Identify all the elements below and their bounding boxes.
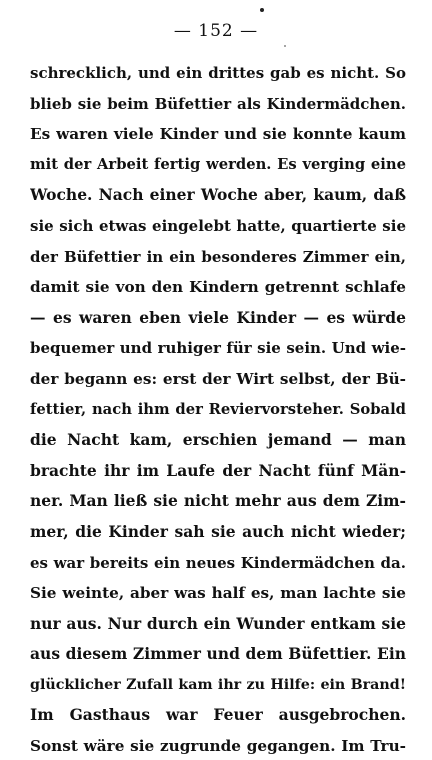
text-line: mit der Arbeit fertig werden. Es verging eine: [30, 155, 406, 173]
text-line: Im Gasthaus war Feuer ausgebrochen.: [30, 705, 406, 725]
body-text: [30, 58, 406, 760]
ink-speck: [284, 45, 286, 47]
page-number: — 152 —: [173, 21, 259, 41]
text-line: der begann es: erst der Wirt selbst, der Bü-: [30, 369, 406, 388]
text-line: der Büfettier in ein besonderes Zimmer ein,: [30, 247, 406, 266]
text-line: mer, die Kinder sah sie auch nicht wieder;: [30, 521, 406, 541]
text-line: bequemer und ruhiger für sie sein. Und wie-: [30, 339, 406, 358]
text-line: Sonst wäre sie zugrunde gegangen. Im Tru-: [30, 737, 406, 756]
text-line: die Nacht kam, erschien jemand — man: [30, 430, 406, 450]
text-line: sie sich etwas eingelebt hatte, quartierte sie: [30, 216, 406, 235]
text-line: ner. Man ließ sie nicht mehr aus dem Zim-: [30, 491, 406, 511]
text-line: Sie weinte, aber was half es, man lachte sie: [30, 584, 406, 603]
text-line: brachte ihr im Laufe der Nacht fünf Män-: [30, 460, 406, 480]
ink-dot: [260, 8, 264, 12]
text-line: glücklicher Zufall kam ihr zu Hilfe: ein Brand!: [30, 676, 406, 693]
text-line: Woche. Nach einer Woche aber, kaum, daß: [30, 185, 406, 205]
text-line: aus diesem Zimmer und dem Büfettier. Ein: [30, 644, 406, 664]
text-line: es war bereits ein neues Kindermädchen da.: [30, 553, 406, 572]
text-line: blieb sie beim Büfettier als Kindermädchen.: [30, 94, 406, 113]
text-line: nur aus. Nur durch ein Wunder entkam sie: [30, 613, 406, 633]
text-line: Es waren viele Kinder und sie konnte kaum: [30, 125, 406, 144]
text-line: schrecklich, und ein drittes gab es nicht. So: [30, 64, 406, 82]
text-line: fettier, nach ihm der Reviervorsteher. Sobald: [30, 400, 406, 418]
text-line: — es waren eben viele Kinder — es würde: [30, 307, 406, 327]
text-line: damit sie von den Kindern getrennt schlafe: [30, 278, 406, 297]
